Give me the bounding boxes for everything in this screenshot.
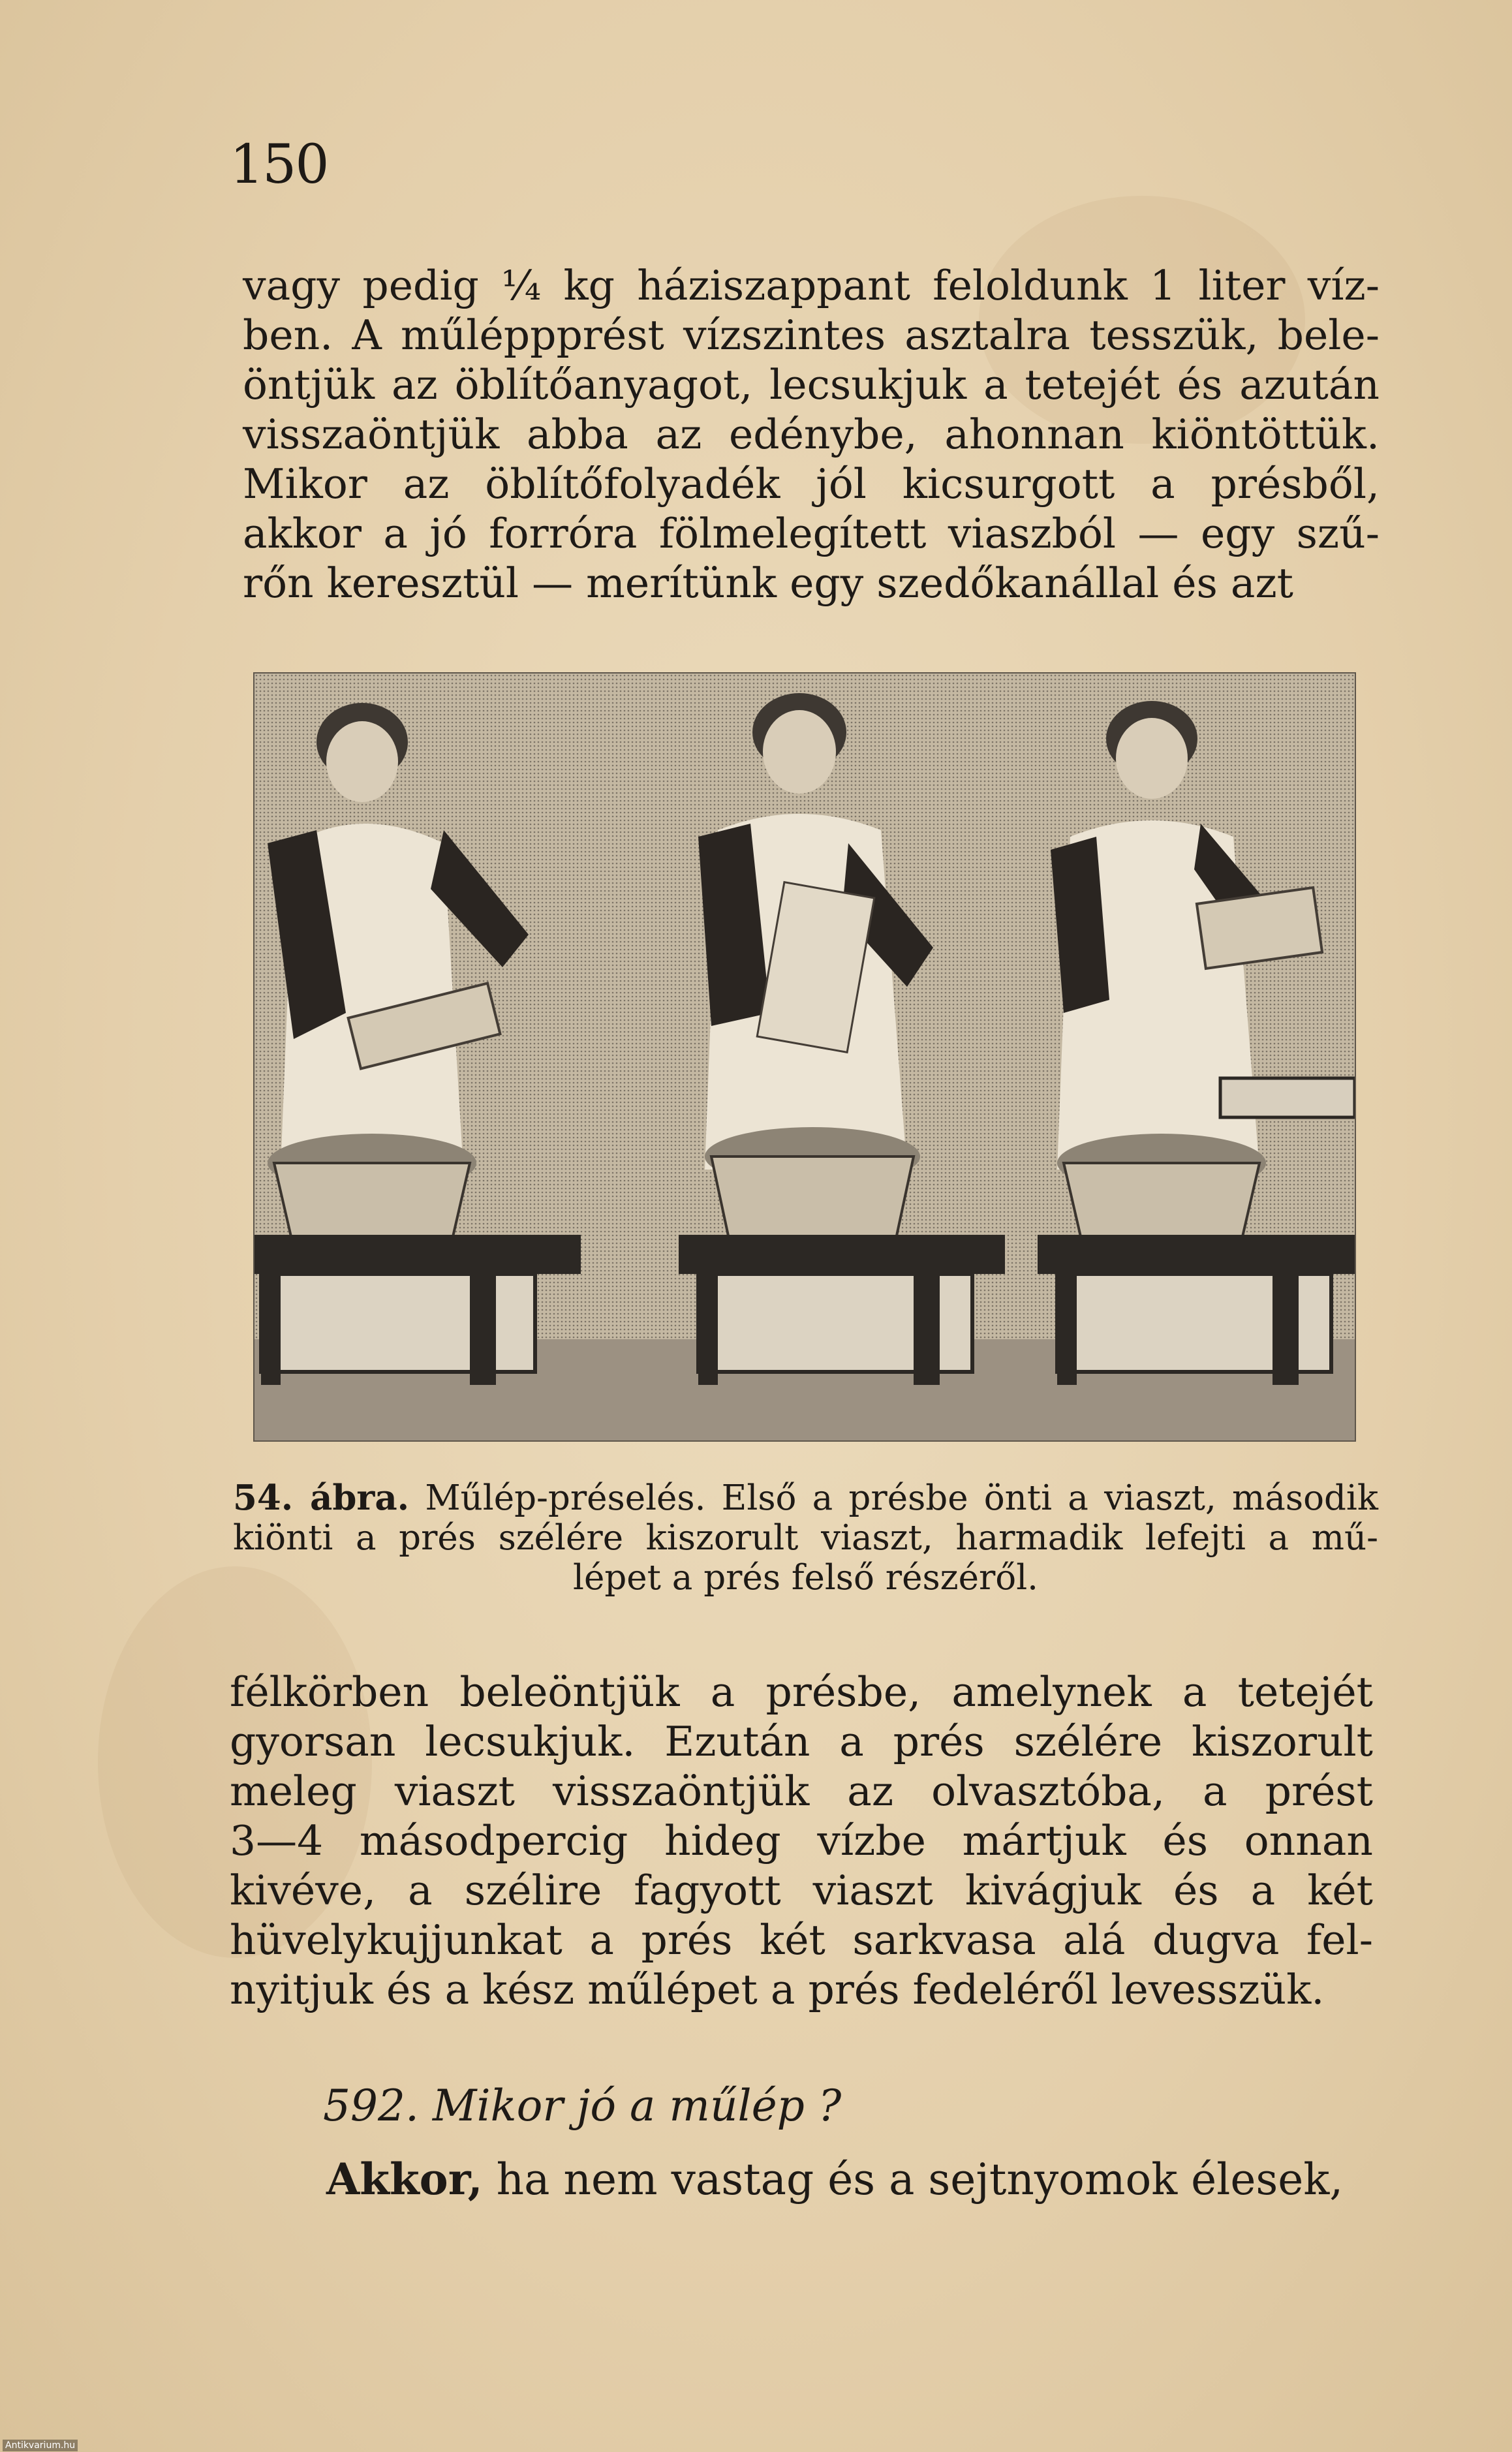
paragraph-bottom xyxy=(230,1668,1373,2015)
text-line: öntjük az öblítőanyagot, lecsukjuk a tetejét és azután xyxy=(243,361,1380,409)
text-line: vagy pedig ¼ kg háziszappant feloldunk 1 liter víz- xyxy=(243,262,1380,309)
text-line: visszaöntjük abba az edénybe, ahonnan kiöntöttük. xyxy=(243,411,1380,458)
caption-text: Műlép-préselés. Első a présbe önti a viaszt, második xyxy=(425,1478,1378,1518)
watermark-label: Antikvarium.hu xyxy=(3,2440,78,2451)
text-line: gyorsan lecsukjuk. Ezután a prés szélére kiszorult xyxy=(230,1718,1373,1765)
text-line: félkörben beleöntjük a présbe, amelynek a tetejét xyxy=(230,1668,1373,1716)
figure-number: 54. ábra. xyxy=(233,1478,410,1518)
question-answer xyxy=(326,2154,1370,2205)
question-heading: 592. Mikor jó a műlép ? xyxy=(323,2081,842,2131)
caption-line-3: lépet a prés felső részéről. xyxy=(573,1558,1038,1598)
page-number: 150 xyxy=(230,134,328,196)
text-line: Mikor az öblítőfolyadék jól kicsurgott a présből, xyxy=(243,460,1380,508)
caption-line-2: kiönti a prés szélére kiszorult viaszt, harmadik lefejti a mű- xyxy=(233,1518,1378,1558)
text-line: rőn keresztül — merítünk egy szedőkanállal és azt xyxy=(243,559,1293,607)
paragraph-top xyxy=(243,261,1380,608)
caption-line-1 xyxy=(233,1478,1378,1518)
text-line: 3—4 másodpercig hideg vízbe mártjuk és onnan xyxy=(230,1817,1373,1865)
text-line: akkor a jó forróra fölmelegített viaszból — egy szű- xyxy=(243,510,1380,557)
text-line: meleg viaszt visszaöntjük az olvasztóba, a prést xyxy=(230,1767,1373,1815)
figure-caption xyxy=(233,1478,1378,1598)
photo-illustration xyxy=(255,674,1355,1440)
text-line: nyitjuk és a kész műlépet a prés fedeléről levesszük. xyxy=(230,1966,1325,2013)
text-line: ben. A műléppprést vízszintes asztalra tesszük, bele- xyxy=(243,311,1380,359)
answer-text: ha nem vastag és a sejtnyomok élesek, xyxy=(482,2154,1344,2205)
figure-photo xyxy=(253,672,1356,1442)
text-line: hüvelykujjunkat a prés két sarkvasa alá dugva fel- xyxy=(230,1916,1373,1964)
answer-lead: Akkor, xyxy=(326,2154,483,2205)
text-line: kivéve, a szélire fagyott viaszt kivágjuk és a két xyxy=(230,1867,1373,1914)
